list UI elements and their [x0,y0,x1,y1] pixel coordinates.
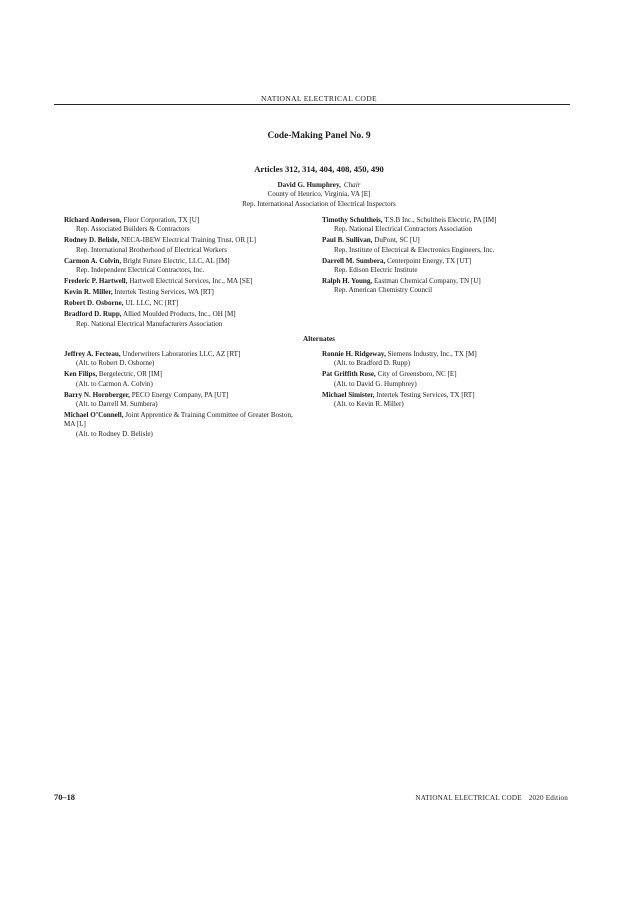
member-line [322,216,572,225]
panel-articles: Articles 312, 314, 404, 408, 450, 490 [254,164,384,174]
panel-title: Code-Making Panel No. 9 [267,131,371,141]
member-entry [322,236,572,255]
member-entry [322,277,572,296]
member-representation: (Alt. to Darrell M. Sumbera) [76,400,158,409]
footer-edition: 2020 Edition [528,794,568,802]
member-name: Paul B. Sullivan, [322,236,373,245]
footer-code-name: NATIONAL ELECTRICAL CODE [415,794,522,802]
member-representation: (Alt. to Kevin R. Miller) [334,400,404,409]
member-entry [64,277,304,286]
member-line [64,391,304,400]
member-name: Ralph H. Young, [322,277,373,286]
member-entry [322,391,572,410]
member-line [64,411,304,430]
member-organization: Intertek Testing Services, WA [RT] [112,288,214,297]
member-name: Barry N. Hornberger, [64,390,130,399]
member-organization: City of Greensboro, NC [E] [375,370,457,379]
chair-block [0,181,638,209]
member-entry [322,216,572,235]
member-organization: Centerpoint Energy, TX [UT] [385,256,472,265]
footer-title [415,794,568,802]
member-entry [322,370,572,389]
member-line [64,257,304,266]
member-organization: DuPont, SC [U] [372,236,420,245]
member-name: Rodney D. Belisle, [64,236,120,245]
member-line [322,236,572,245]
member-entry [64,236,304,255]
member-entry [64,299,304,308]
member-name: Darrell M. Sumbera, [322,256,386,265]
member-entry [64,350,304,369]
member-representation: Rep. Institute of Electrical & Electronics Engineers, Inc. [334,245,495,254]
member-organization: Hartwell Electrical Services, Inc., MA [SE] [127,277,253,286]
member-name: Richard Anderson, [64,216,122,224]
members-left-column [64,216,304,331]
member-line [322,370,572,379]
member-name: Bradford D. Rupp, [64,310,122,319]
member-representation: Rep. Edison Electric Institute [334,266,418,275]
member-name: Kevin R. Miller, [64,288,113,297]
member-representation: Rep. National Electrical Contractors Association [334,225,473,234]
page-number: 70–18 [54,793,75,802]
member-organization: PECO Energy Company, PA [UT] [129,390,229,399]
member-name: Carmon A. Colvin, [64,256,122,265]
member-entry [64,370,304,389]
member-organization: Bergelectric, OR [IM] [97,370,162,379]
members-right-column [322,216,572,298]
chair-line [0,181,638,190]
member-line [322,277,572,286]
member-entry [64,257,304,276]
member-line [64,370,304,379]
member-organization: Eastman Chemical Company, TN [U] [372,277,481,286]
member-name: Pat Griffith Rose, [322,370,376,379]
member-organization: Bright Future Electric, LLC, AL [IM] [121,256,230,265]
member-entry [64,310,304,329]
member-line [64,236,304,245]
member-representation: (Alt. to Robert D. Osborne) [76,359,155,368]
member-representation: Rep. International Brotherhood of Electrical Workers [76,245,227,254]
member-line [64,299,304,308]
alternates-left-column [64,350,304,441]
member-line [322,391,572,400]
chair-rep: Rep. International Association of Electrical Inspectors [242,199,396,208]
member-organization: NECA-IBEW Electrical Training Trust, OR [L] [119,236,256,245]
member-organization: Fluor Corporation, TX [U] [121,216,200,224]
member-representation: (Alt. to Carmon A. Colvin) [76,379,153,388]
member-representation: Rep. National Electrical Manufacturers Association [76,319,223,328]
member-entry [322,257,572,276]
member-representation: Rep. Independent Electrical Contractors, Inc. [76,266,205,275]
member-line [64,310,304,319]
member-name: Michael Simister, [322,390,375,399]
header-rule [54,104,570,105]
member-organization: T.S.B Inc., Schultheis Electric, PA [IM] [382,216,497,224]
member-representation: (Alt. to Rodney D. Belisle) [76,429,153,438]
member-representation: (Alt. to Bradford D. Rupp) [334,359,411,368]
alternates-heading: Alternates [303,335,335,343]
chair-name: David G. Humphrey, [277,181,341,189]
running-header: NATIONAL ELECTRICAL CODE [261,94,377,103]
member-name: Frederic P. Hartwell, [64,277,128,286]
member-representation: Rep. American Chemistry Council [334,286,433,295]
member-line [64,350,304,359]
member-organization: UL LLC, NC [RT] [123,299,179,308]
member-line [64,288,304,297]
member-name: Ronnie H. Ridgeway, [322,350,386,358]
member-entry [64,411,304,439]
member-entry [64,288,304,297]
member-entry [64,216,304,235]
member-name: Jeffrey A. Fecteau, [64,350,121,358]
member-entry [64,391,304,410]
member-name: Robert D. Osborne, [64,299,124,308]
member-line [322,350,572,359]
chair-role: Chair [343,181,361,189]
member-line [64,216,304,225]
member-line [322,257,572,266]
alternates-right-column [322,350,572,411]
chair-affiliation: County of Henrico, Virginia, VA [E] [267,190,371,199]
member-organization: Intertek Testing Services, TX [RT] [374,390,475,399]
member-organization: Siemens Industry, Inc., TX [M] [385,350,477,358]
member-line [64,277,304,286]
member-entry [322,350,572,369]
member-representation: (Alt. to David G. Humphrey) [334,379,417,388]
member-name: Timothy Schultheis, [322,216,383,224]
member-name: Ken Filips, [64,370,98,379]
member-name: Michael O’Connell, [64,411,124,420]
member-organization: Underwriters Laboratories LLC, AZ [RT] [120,350,241,358]
member-representation: Rep. Associated Builders & Contractors [76,225,190,234]
member-organization: Joint Apprentice & Training Committee of Greater Boston, MA [L] [64,411,293,429]
member-organization: Allied Moulded Products, Inc., OH [M] [121,310,236,319]
